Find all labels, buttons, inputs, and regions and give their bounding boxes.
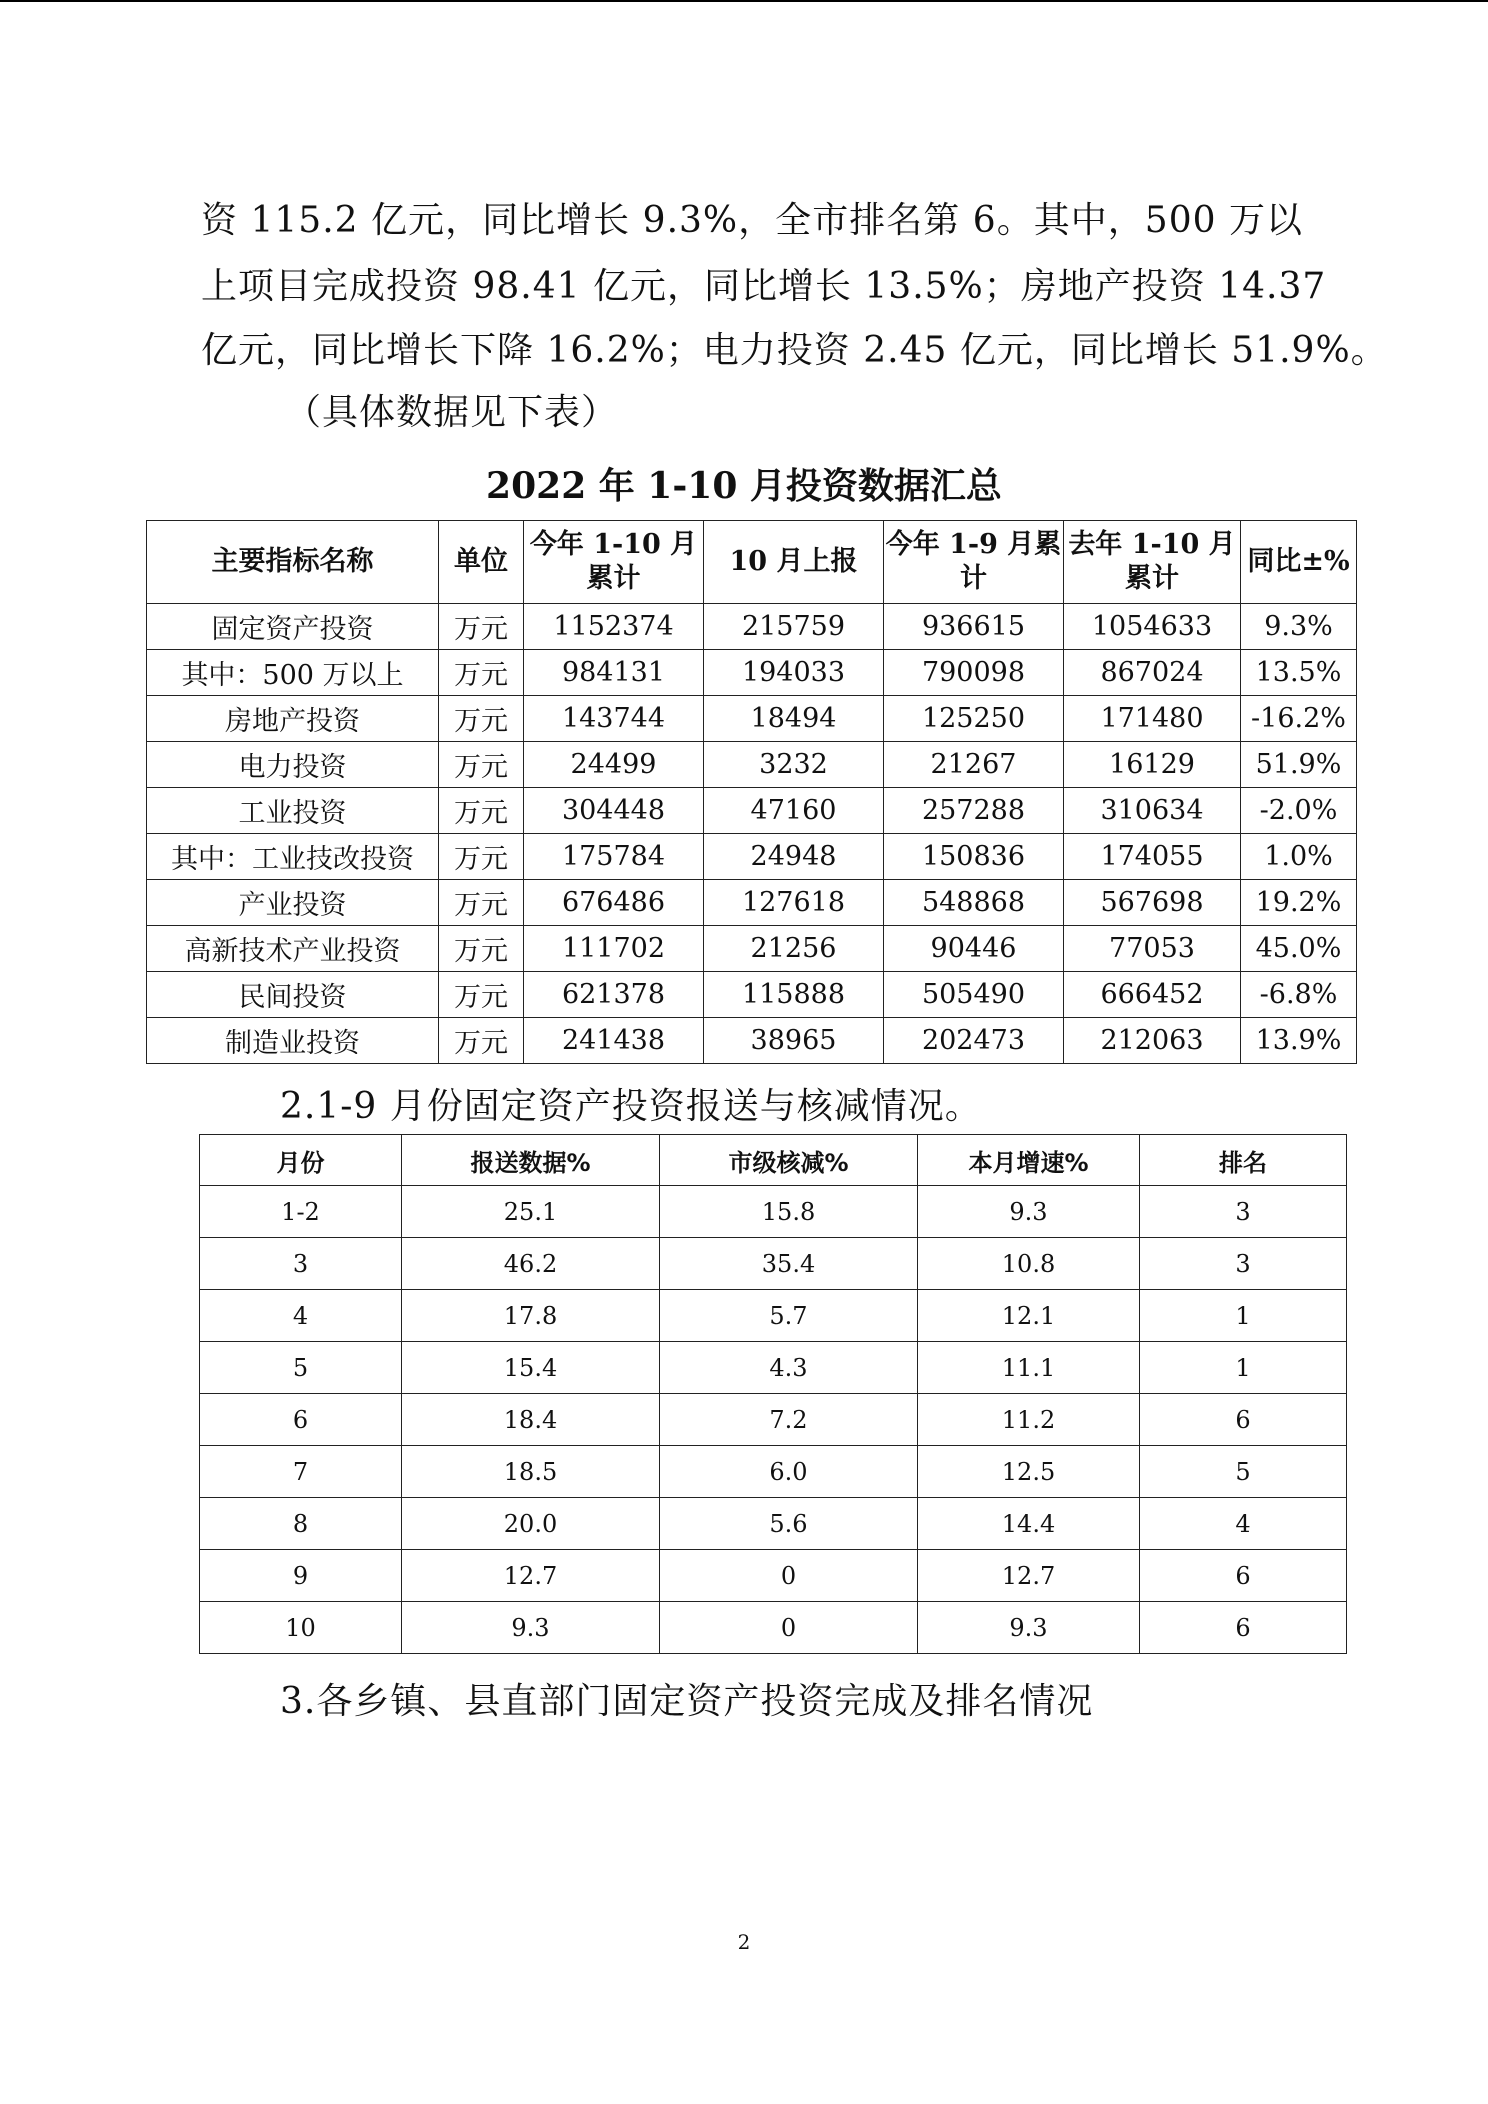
table-cell: 4.3 [660, 1342, 918, 1394]
table-cell: 0 [660, 1550, 918, 1602]
table-cell: 17.8 [402, 1290, 660, 1342]
table-cell: 万元 [439, 926, 524, 972]
table-row [147, 696, 1357, 742]
table-cell: 电力投资 [147, 742, 439, 788]
table-cell: 9 [200, 1550, 402, 1602]
table-cell: 21267 [884, 742, 1064, 788]
table-row [200, 1550, 1347, 1602]
table-cell: 8 [200, 1498, 402, 1550]
table-cell: -16.2% [1241, 696, 1357, 742]
table-cell: 4 [200, 1290, 402, 1342]
table-row [147, 880, 1357, 926]
table-cell: 6 [200, 1394, 402, 1446]
table-cell: 21256 [704, 926, 884, 972]
table-cell: 其中：工业技改投资 [147, 834, 439, 880]
table-cell: 38965 [704, 1018, 884, 1064]
table-cell: 676486 [524, 880, 704, 926]
table-cell: 143744 [524, 696, 704, 742]
table-cell: 127618 [704, 880, 884, 926]
table-row [200, 1498, 1347, 1550]
table-cell: 90446 [884, 926, 1064, 972]
table-cell: 202473 [884, 1018, 1064, 1064]
table-row [200, 1186, 1347, 1238]
table-cell: 万元 [439, 788, 524, 834]
table-cell: 10.8 [918, 1238, 1140, 1290]
paragraph-line: 上项目完成投资 98.41 亿元，同比增长 13.5%；房地产投资 14.37 [201, 266, 1327, 307]
column-header: 单位 [439, 521, 524, 604]
table-cell: 7 [200, 1446, 402, 1498]
table-cell: 77053 [1064, 926, 1241, 972]
table-row [200, 1394, 1347, 1446]
table-cell: 115888 [704, 972, 884, 1018]
table-cell: 45.0% [1241, 926, 1357, 972]
table-row [200, 1446, 1347, 1498]
table-cell: 13.9% [1241, 1018, 1357, 1064]
table-cell: 212063 [1064, 1018, 1241, 1064]
table-row [147, 742, 1357, 788]
table-cell: 175784 [524, 834, 704, 880]
table-row [147, 1018, 1357, 1064]
table-row [147, 926, 1357, 972]
table-cell: 万元 [439, 604, 524, 650]
table-cell: 1-2 [200, 1186, 402, 1238]
table-cell: 621378 [524, 972, 704, 1018]
table-cell: 3 [1140, 1238, 1347, 1290]
table-cell: 12.7 [402, 1550, 660, 1602]
table-cell: 9.3 [918, 1186, 1140, 1238]
table-cell: 215759 [704, 604, 884, 650]
table-cell: -6.8% [1241, 972, 1357, 1018]
table-cell: 14.4 [918, 1498, 1140, 1550]
table-cell: 万元 [439, 696, 524, 742]
column-header: 市级核减% [660, 1135, 918, 1186]
table-cell: 984131 [524, 650, 704, 696]
table-cell: 3 [1140, 1186, 1347, 1238]
page-number: 2 [737, 1930, 751, 1954]
table-cell: 万元 [439, 972, 524, 1018]
column-header: 今年 1-9 月累计 [884, 521, 1064, 604]
table-cell: 19.2% [1241, 880, 1357, 926]
column-header: 排名 [1140, 1135, 1347, 1186]
table-cell: 24499 [524, 742, 704, 788]
table-cell: 20.0 [402, 1498, 660, 1550]
table-cell: 11.2 [918, 1394, 1140, 1446]
table-cell: 47160 [704, 788, 884, 834]
column-header: 报送数据% [402, 1135, 660, 1186]
section2-heading: 2.1-9 月份固定资产投资报送与核减情况。 [280, 1086, 982, 1127]
column-header: 去年 1-10 月累计 [1064, 521, 1241, 604]
table-row [147, 788, 1357, 834]
table-cell: 9.3 [918, 1602, 1140, 1654]
paragraph-line: 亿元，同比增长下降 16.2%；电力投资 2.45 亿元，同比增长 51.9%。 [201, 330, 1388, 371]
table-cell: 241438 [524, 1018, 704, 1064]
table-cell: 3 [200, 1238, 402, 1290]
table-row [200, 1602, 1347, 1654]
table-row [200, 1342, 1347, 1394]
column-header: 本月增速% [918, 1135, 1140, 1186]
table-cell: 18494 [704, 696, 884, 742]
table-cell: 6 [1140, 1394, 1347, 1446]
table-row [147, 972, 1357, 1018]
table-cell: 1 [1140, 1290, 1347, 1342]
column-header: 同比±% [1241, 521, 1357, 604]
table-cell: 310634 [1064, 788, 1241, 834]
table-cell: 150836 [884, 834, 1064, 880]
table-cell: 790098 [884, 650, 1064, 696]
investment-summary-table [146, 520, 1357, 1064]
table-cell: 12.7 [918, 1550, 1140, 1602]
table-row [200, 1290, 1347, 1342]
table-cell: 51.9% [1241, 742, 1357, 788]
table-cell: 505490 [884, 972, 1064, 1018]
table-cell: 9.3% [1241, 604, 1357, 650]
table-cell: 6.0 [660, 1446, 918, 1498]
table-cell: 3232 [704, 742, 884, 788]
table-cell: 304448 [524, 788, 704, 834]
column-header: 月份 [200, 1135, 402, 1186]
table-cell: 0 [660, 1602, 918, 1654]
table-cell: 12.5 [918, 1446, 1140, 1498]
table-cell: 16129 [1064, 742, 1241, 788]
table-cell: 6 [1140, 1602, 1347, 1654]
column-header: 10 月上报 [704, 521, 884, 604]
table-cell: 24948 [704, 834, 884, 880]
table1-title: 2022 年 1-10 月投资数据汇总 [486, 465, 1002, 507]
table-cell: 制造业投资 [147, 1018, 439, 1064]
table-cell: 936615 [884, 604, 1064, 650]
table-cell: 万元 [439, 1018, 524, 1064]
table-cell: 25.1 [402, 1186, 660, 1238]
table-cell: 万元 [439, 742, 524, 788]
table-cell: 15.8 [660, 1186, 918, 1238]
table-cell: 15.4 [402, 1342, 660, 1394]
table-cell: 固定资产投资 [147, 604, 439, 650]
table-cell: 867024 [1064, 650, 1241, 696]
table-cell: 46.2 [402, 1238, 660, 1290]
table-cell: 1054633 [1064, 604, 1241, 650]
table-cell: 4 [1140, 1498, 1347, 1550]
table-cell: 18.4 [402, 1394, 660, 1446]
section3-heading: 3.各乡镇、县直部门固定资产投资完成及排名情况 [280, 1681, 1094, 1722]
table-cell: 其中：500 万以上 [147, 650, 439, 696]
table-cell: 万元 [439, 834, 524, 880]
table-cell: 194033 [704, 650, 884, 696]
table-cell: 11.1 [918, 1342, 1140, 1394]
table-cell: 高新技术产业投资 [147, 926, 439, 972]
table-cell: 548868 [884, 880, 1064, 926]
table-cell: 111702 [524, 926, 704, 972]
column-header: 今年 1-10 月累计 [524, 521, 704, 604]
table-cell: 1 [1140, 1342, 1347, 1394]
table-row [147, 834, 1357, 880]
table-row [147, 604, 1357, 650]
table-cell: 房地产投资 [147, 696, 439, 742]
table-cell: 5.7 [660, 1290, 918, 1342]
table-cell: 万元 [439, 650, 524, 696]
paragraph-line: 资 115.2 亿元，同比增长 9.3%，全市排名第 6。其中，500 万以 [201, 200, 1303, 241]
table-cell: 5 [1140, 1446, 1347, 1498]
table-cell: 666452 [1064, 972, 1241, 1018]
table-cell: 5 [200, 1342, 402, 1394]
table-cell: 7.2 [660, 1394, 918, 1446]
table-cell: 6 [1140, 1550, 1347, 1602]
table-cell: 产业投资 [147, 880, 439, 926]
table-cell: 257288 [884, 788, 1064, 834]
table-cell: 174055 [1064, 834, 1241, 880]
table-cell: 万元 [439, 880, 524, 926]
table-cell: 171480 [1064, 696, 1241, 742]
table-cell: 1152374 [524, 604, 704, 650]
table-cell: 13.5% [1241, 650, 1357, 696]
column-header: 主要指标名称 [147, 521, 439, 604]
table-row [200, 1238, 1347, 1290]
table-cell: 1.0% [1241, 834, 1357, 880]
table-cell: 567698 [1064, 880, 1241, 926]
table-cell: 5.6 [660, 1498, 918, 1550]
table-cell: 民间投资 [147, 972, 439, 1018]
table-cell: 12.1 [918, 1290, 1140, 1342]
table-cell: -2.0% [1241, 788, 1357, 834]
table-note: （具体数据见下表） [285, 392, 619, 433]
table-cell: 18.5 [402, 1446, 660, 1498]
table-cell: 工业投资 [147, 788, 439, 834]
table-cell: 9.3 [402, 1602, 660, 1654]
monthly-report-table [199, 1134, 1347, 1654]
table-row [147, 650, 1357, 696]
table-cell: 125250 [884, 696, 1064, 742]
table-cell: 35.4 [660, 1238, 918, 1290]
table-cell: 10 [200, 1602, 402, 1654]
